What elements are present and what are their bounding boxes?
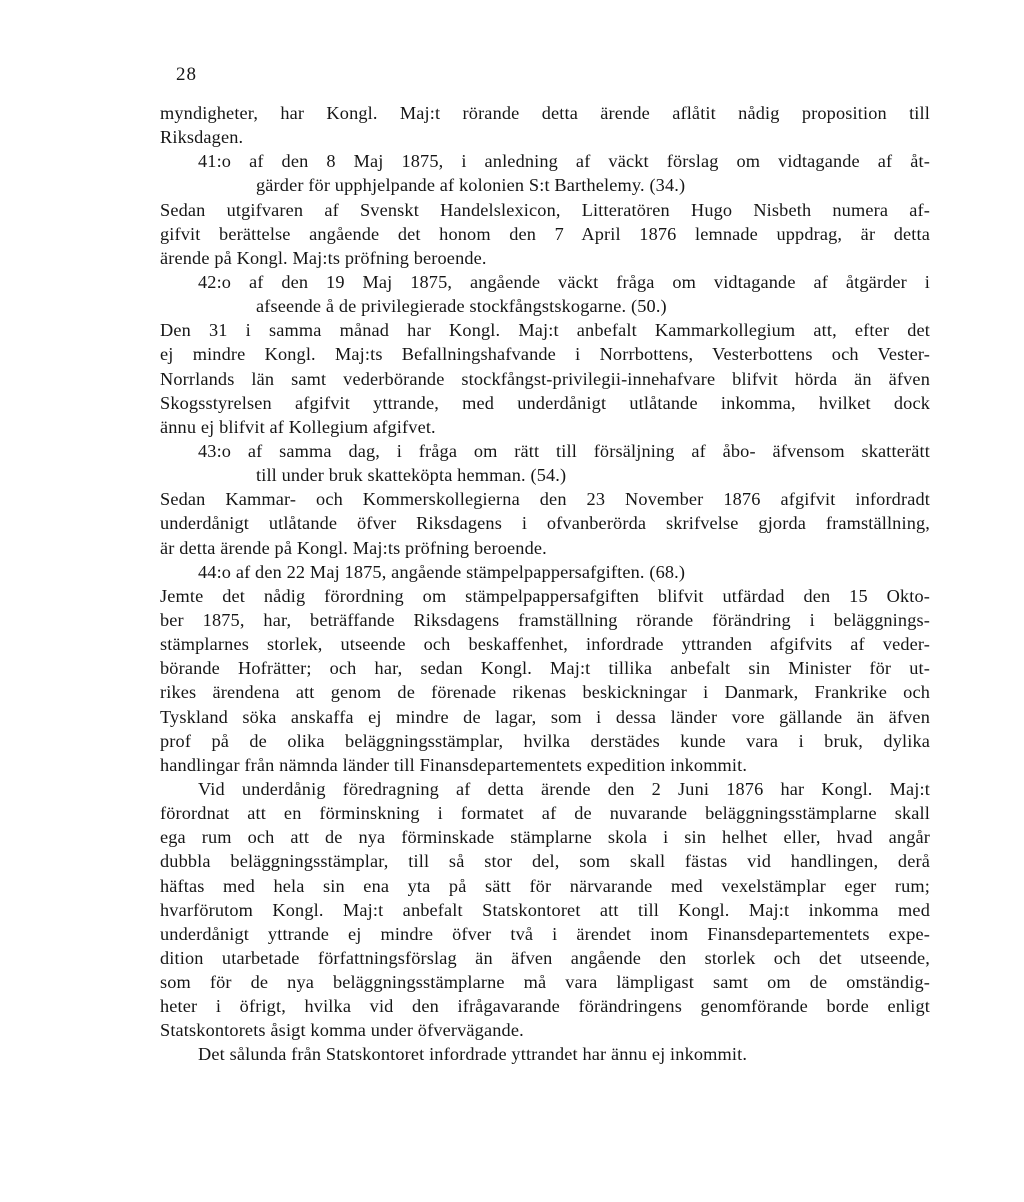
text-line: Norrlands län samt vederbörande stockfångst-privilegii-innehafvare blifvit hörda än äfven [160,368,930,389]
text-line: gifvit berättelse angående det honom den 7 April 1876 lemnade uppdrag, är detta [160,223,930,244]
text-line: 42:o af den 19 Maj 1875, angående väckt fråga om vidtagande af åtgärder i [198,271,930,292]
text-line: handlingar från nämnda länder till Finansdepartementets expedition inkommit. [160,754,748,775]
text-line: afseende å de privilegierade stockfångstskogarne. (50.) [256,296,667,317]
text-line: 44:o af den 22 Maj 1875, angående stämpelpappersafgiften. (68.) [198,561,686,582]
text-line: Jemte det nådig förordning om stämpelpappersafgiften blifvit utfärdad den 15 Okto- [160,585,930,606]
text-line: Skogsstyrelsen afgifvit yttrande, med underdånigt utlåtande inkomma, hvilket dock [160,392,930,413]
text-line: ännu ej blifvit af Kollegium afgifvet. [160,416,436,437]
text-line: underdånigt yttrande ej mindre öfver två i ärendet inom Finansdepartementets expe- [160,923,930,944]
text-line: ärende på Kongl. Maj:ts pröfning beroende. [160,247,487,268]
text-line: 41:o af den 8 Maj 1875, i anledning af väckt förslag om vidtagande af åt- [198,151,930,172]
text-line: hvarförutom Kongl. Maj:t anbefalt Statskontoret att till Kongl. Maj:t inkomma med [160,899,930,920]
text-line: Tyskland söka anskaffa ej mindre de lagar, som i dessa länder vore gällande än äfven [160,706,930,727]
text-line: myndigheter, har Kongl. Maj:t rörande detta ärende aflåtit nådig proposition till [160,103,930,123]
text-line: ega rum och att de nya förminskade stämplarne skola i sin helhet eller, hvad angår [160,827,930,848]
text-line: Sedan Kammar- och Kommerskollegierna den 23 November 1876 afgifvit infordradt [160,489,930,510]
text-line: Det sålunda från Statskontoret infordrade yttrandet har ännu ej inkommit. [198,1044,748,1065]
text-line: dubbla beläggningsstämplar, till så stor del, som skall fästas vid handlingen, derå [160,851,930,872]
text-line: Den 31 i samma månad har Kongl. Maj:t anbefalt Kammarkollegium att, efter det [160,320,930,341]
text-line: underdånigt utlåtande öfver Riksdagens i ofvanberörda skrifvelse gjorda framställning, [160,513,930,534]
text-line: rikes ärendena att genom de förenade rikenas beskickningar i Danmark, Frankrike och [160,682,930,703]
text-line: stämplarnes storlek, utseende och beskaffenhet, infordrade yttranden afgifvits af veder- [160,634,930,655]
body-text [160,101,930,1067]
page-number: 28 [176,64,197,85]
text-line: börande Hofrätter; och har, sedan Kongl. Maj:t tillika anbefalt sin Minister för ut- [160,658,930,679]
text-line: dition utarbetade författningsförslag än äfven angående den storlek och det utseende, [160,947,930,968]
text-line: Riksdagen. [160,127,244,148]
text-line: är detta ärende på Kongl. Maj:ts pröfning beroende. [160,537,547,558]
text-line: ej mindre Kongl. Maj:ts Befallningshafvande i Norrbottens, Vesterbottens och Vester- [160,344,930,365]
text-line: som för de nya beläggningsstämplarne må vara lämpligast samt om de omständig- [160,972,930,993]
text-line: 43:o af samma dag, i fråga om rätt till försäljning af åbo- äfvensom skatterätt [198,440,930,461]
text-line: prof på de olika beläggningsstämplar, hvilka derstädes kunde vara i bruk, dylika [160,730,930,751]
text-line: förordnat att en förminskning i formatet af de nuvarande beläggningsstämplarne skall [160,803,930,824]
text-line: Vid underdånig föredragning af detta ärende den 2 Juni 1876 har Kongl. Maj:t [198,778,930,799]
text-line: Sedan utgifvaren af Svenskt Handelslexicon, Litteratören Hugo Nisbeth numera af- [160,199,930,220]
text-line: gärder för upphjelpande af kolonien S:t Barthelemy. (34.) [256,175,686,196]
text-line: häftas med hela sin ena yta på sätt för närvarande med vexelstämplar eger rum; [160,875,930,896]
text-line: heter i öfrigt, hvilka vid den ifrågavarande förändringens genomförande borde enligt [160,996,930,1017]
text-line: ber 1875, har, beträffande Riksdagens framställning rörande förändring i beläggnings- [160,609,930,630]
text-line: till under bruk skatteköpta hemman. (54.) [256,465,567,486]
text-line: Statskontorets åsigt komma under öfvervägande. [160,1020,524,1041]
